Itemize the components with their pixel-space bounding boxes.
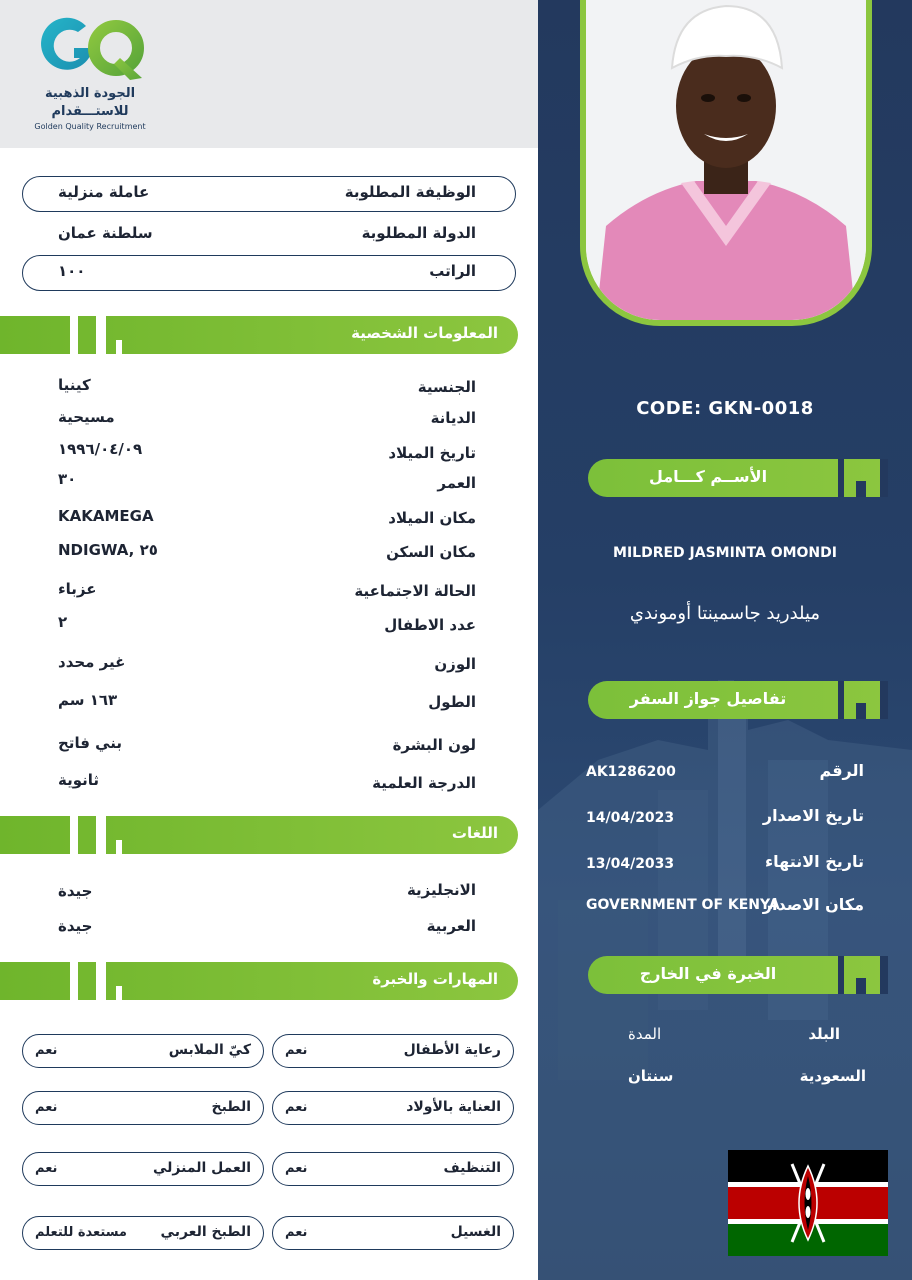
skill-label: كيّ الملابس <box>168 1042 251 1058</box>
job-title-label: الوظيفة المطلوبة <box>344 183 476 201</box>
religion-value: مسيحية <box>58 408 115 426</box>
education-label: الدرجة العلمية <box>372 774 476 792</box>
skill-label: العناية بالأولاد <box>406 1099 501 1115</box>
height-label: الطول <box>428 693 476 711</box>
skill-ironing <box>22 1034 264 1068</box>
language-arabic-label: العربية <box>426 917 476 935</box>
passport-issue-date-value: 14/04/2023 <box>586 810 675 826</box>
weight-label: الوزن <box>434 655 476 673</box>
skill-label: التنظيف <box>443 1160 501 1176</box>
candidate-photo <box>586 0 866 320</box>
height-value: ١٦٣ سم <box>58 691 118 709</box>
skill-value: نعم <box>285 1100 308 1115</box>
skill-label: العمل المنزلي <box>153 1160 251 1176</box>
header-logo-area <box>0 0 538 148</box>
personal-info-section-bar <box>0 316 518 354</box>
passport-issue-date-label: تاريخ الاصدار <box>762 806 864 825</box>
job-country-value: سلطنة عمان <box>58 224 153 242</box>
children-count-value: ٢ <box>58 613 68 631</box>
gq-logo-icon <box>38 12 146 84</box>
skill-arabic-cooking <box>22 1216 264 1250</box>
skin-color-value: بني فاتح <box>58 734 123 752</box>
nationality-label: الجنسية <box>417 378 476 396</box>
age-value: ٣٠ <box>58 470 77 488</box>
full-name-section-bar <box>588 459 888 497</box>
skill-value: نعم <box>285 1043 308 1058</box>
skill-label: الغسيل <box>450 1224 501 1240</box>
job-country-label: الدولة المطلوبة <box>361 224 476 242</box>
candidate-code: CODE: GKN-0018 <box>636 398 814 419</box>
experience-title: الخبرة في الخارج <box>639 964 777 983</box>
marital-status-label: الحالة الاجتماعية <box>354 582 476 600</box>
skill-label: الطبخ العربي <box>160 1224 251 1240</box>
skill-laundry <box>272 1216 514 1250</box>
skill-value: نعم <box>35 1100 58 1115</box>
residence-value: NDIGWA, ٢٥ <box>58 541 158 559</box>
children-count-label: عدد الاطفال <box>384 616 476 634</box>
skill-value: نعم <box>285 1225 308 1240</box>
section-bar-stripes <box>70 816 130 854</box>
passport-expiry-date-value: 13/04/2033 <box>586 856 675 872</box>
residence-label: مكان السكن <box>386 543 476 561</box>
birth-date-value: ١٩٩٦/٠٤/٠٩ <box>58 440 143 458</box>
passport-number-label: الرقم <box>819 761 864 780</box>
religion-label: الديانة <box>430 409 476 427</box>
language-arabic-value: جيدة <box>58 917 93 935</box>
skill-label: الطبخ <box>211 1099 251 1115</box>
skill-childcare <box>272 1034 514 1068</box>
section-bar-stripes <box>70 962 130 1000</box>
section-bar-stripes <box>70 316 130 354</box>
birth-place-value: KAKAMEGA <box>58 507 154 525</box>
profile-panel <box>538 0 912 1280</box>
candidate-name-arabic: ميلدريد جاسمينتا أوموندي <box>629 603 821 624</box>
passport-number-value: AK1286200 <box>586 764 676 780</box>
candidate-name-english: MILDRED JASMINTA OMONDI <box>613 545 837 561</box>
weight-value: غير محدد <box>58 653 126 671</box>
skill-label: رعاية الأطفال <box>403 1042 501 1058</box>
logo-arabic-name-line1: الجودة الذهبية <box>44 86 136 101</box>
languages-title: اللغات <box>451 824 498 842</box>
skin-color-label: لون البشرة <box>392 736 476 754</box>
personal-info-title: المعلومات الشخصية <box>351 324 498 342</box>
passport-title: تفاصيل جواز السفر <box>629 689 787 708</box>
experience-section-bar <box>588 956 888 994</box>
candidate-photo-frame <box>580 0 872 326</box>
language-english-label: الانجليزية <box>406 881 476 899</box>
logo-english-name: Golden Quality Recruitment <box>34 122 146 131</box>
job-title-value: عاملة منزلية <box>58 183 150 201</box>
skill-value: مستعدة للتعلم <box>35 1225 127 1240</box>
birth-place-label: مكان الميلاد <box>388 509 476 527</box>
section-bar-stripes <box>834 681 888 719</box>
skill-housework <box>22 1152 264 1186</box>
skills-title: المهارات والخبرة <box>372 970 498 988</box>
passport-issue-place-label: مكان الاصدار <box>762 895 864 914</box>
experience-country-header: البلد <box>808 1025 840 1043</box>
languages-section-bar <box>0 816 518 854</box>
skill-cleaning <box>272 1152 514 1186</box>
kenya-flag-icon <box>728 1150 888 1256</box>
experience-duration-header: المدة <box>628 1025 662 1043</box>
salary-label: الراتب <box>429 262 476 280</box>
full-name-title: الأســم كـــامل <box>648 467 768 486</box>
section-bar-stripes <box>834 459 888 497</box>
skill-value: نعم <box>35 1161 58 1176</box>
skill-value: نعم <box>35 1043 58 1058</box>
passport-issue-place-value: GOVERNMENT OF KENYA <box>586 897 780 913</box>
passport-expiry-date-label: تاريخ الانتهاء <box>764 852 864 871</box>
experience-duration-value: سنتان <box>628 1067 674 1085</box>
skill-value: نعم <box>285 1161 308 1176</box>
education-value: ثانوية <box>58 771 100 789</box>
skills-section-bar <box>0 962 518 1000</box>
age-label: العمر <box>437 474 476 492</box>
passport-section-bar <box>588 681 888 719</box>
logo-arabic-name-line2: للاستـــقدام <box>51 104 129 119</box>
section-bar-stripes <box>834 956 888 994</box>
skill-kids-care <box>272 1091 514 1125</box>
marital-status-value: عزباء <box>58 580 97 598</box>
skill-cooking <box>22 1091 264 1125</box>
experience-country-value: السعودية <box>799 1067 866 1085</box>
nationality-value: كينيا <box>58 376 91 394</box>
salary-value: ١٠٠ <box>58 262 86 280</box>
birth-date-label: تاريخ الميلاد <box>388 444 476 462</box>
language-english-value: جيدة <box>58 882 93 900</box>
